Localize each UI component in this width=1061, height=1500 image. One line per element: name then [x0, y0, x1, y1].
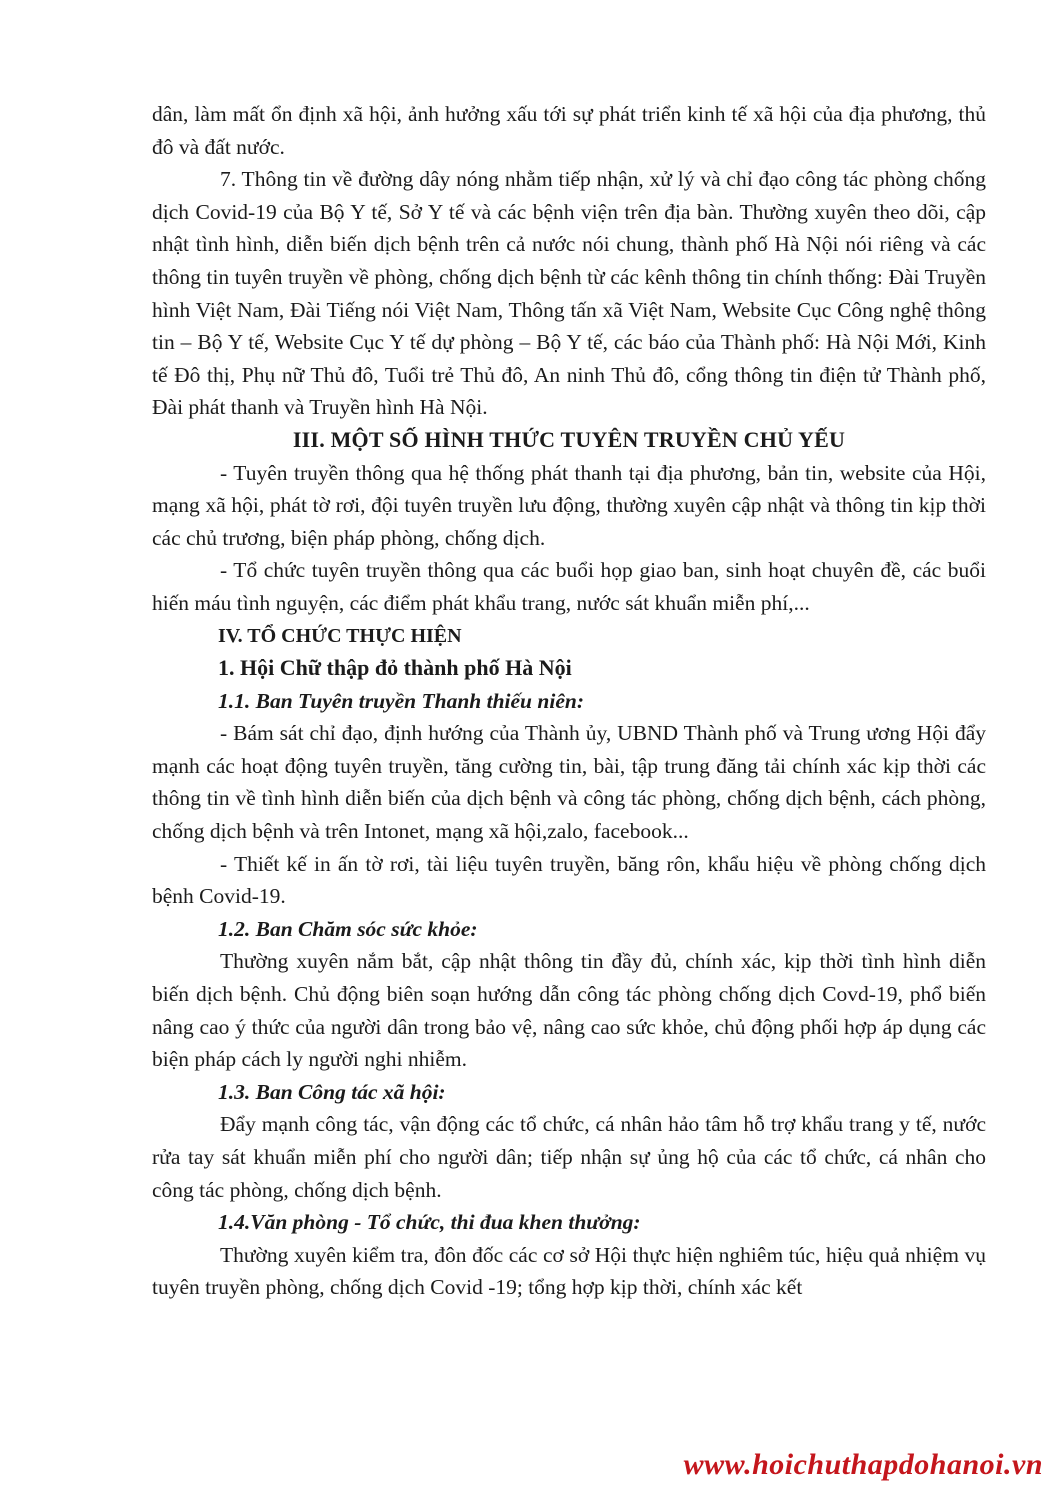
- heading-1-3: 1.3. Ban Công tác xã hội:: [218, 1079, 446, 1104]
- heading-1-2: 1.2. Ban Chăm sóc sức khỏe:: [218, 916, 478, 941]
- paragraph-broadcast: - Tuyên truyền thông qua hệ thống phát thanh tại địa phương, bản tin, website của Hội, mạng xã hội, phát tờ rơi, đội tuyên truyền lưu động, thường xuyên cập nhật và thông tin kịp thời các chủ trương, biện pháp phòng, chống dịch.: [152, 460, 986, 550]
- paragraph-1-2: Thường xuyên nắm bắt, cập nhật thông tin đầy đủ, chính xác, kịp thời tình hình diễn biến dịch bệnh. Chủ động biên soạn hướng dẫn công tác phòng chống dịch Covd-19, phổ biến nâng cao ý thức của người dân trong bảo vệ, nâng cao sức khỏe, chủ động phối hợp áp dụng các biện pháp cách ly người nghi nhiễm.: [152, 949, 986, 1072]
- paragraph-1-1-a: - Bám sát chỉ đạo, định hướng của Thành ủy, UBND Thành phố và Trung ương Hội đẩy mạnh các hoạt động tuyên truyền, tăng cường tin, bài, tập trung đăng tải chính xác kịp thời các thông tin về tình hình diễn biến của dịch bệnh và công tác phòng, chống dịch bệnh, cách phòng, chống dịch bệnh và trên Intonet, mạng xã hội,zalo, facebook...: [152, 721, 986, 844]
- watermark-website: www.hoichuthapdohanoi.vn: [683, 1448, 1043, 1481]
- paragraph-continuation: dân, làm mất ổn định xã hội, ảnh hưởng xấu tới sự phát triển kinh tế xã hội của địa phương, thủ đô và đất nước.: [152, 102, 986, 159]
- paragraph-1-3: Đẩy mạnh công tác, vận động các tổ chức, cá nhân hảo tâm hỗ trợ khẩu trang y tế, nước rửa tay sát khuẩn miễn phí cho người dân; tiếp nhận sự ủng hộ của các tổ chức, cá nhân cho công tác phòng, chống dịch bệnh.: [152, 1112, 986, 1202]
- heading-section-iv: IV. TỔ CHỨC THỰC HIỆN: [218, 624, 462, 647]
- heading-section-iii: III. MỘT SỐ HÌNH THỨC TUYÊN TRUYỀN CHỦ YẾU: [292, 426, 846, 452]
- paragraph-meetings: - Tổ chức tuyên truyền thông qua các buổi họp giao ban, sinh hoạt chuyên đề, các buổi hiến máu tình nguyện, các điểm phát khẩu trang, nước sát khuẩn miễn phí,...: [152, 558, 986, 615]
- paragraph-1-4: Thường xuyên kiểm tra, đôn đốc các cơ sở Hội thực hiện nghiêm túc, hiệu quả nhiệm vụ tuyên truyền phòng, chống dịch Covid -19; tổng hợp kịp thời, chính xác kết: [152, 1242, 986, 1300]
- heading-1-1: 1.1. Ban Tuyên truyền Thanh thiếu niên:: [218, 688, 584, 713]
- paragraph-hotline: 7. Thông tin về đường dây nóng nhằm tiếp nhận, xử lý và chỉ đạo công tác phòng chống dịch Covid-19 của Bộ Y tế, Sở Y tế và các bệnh viện trên địa bàn. Thường xuyên theo dõi, cập nhật tình hình, diễn biến dịch bệnh trên cả nước nói chung, thành phố Hà Nội nói riêng và các thông tin tuyên truyền về phòng, chống dịch bệnh từ các kênh thông tin chính thống: Đài Truyền hình Việt Nam, Đài Tiếng nói Việt Nam, Thông tấn xã Việt Nam, Website Cục Công nghệ thông tin – Bộ Y tế, Website Cục Y tế dự phòng – Bộ Y tế, các báo của Thành phố: Hà Nội Mới, Kinh tế Đô thị, Phụ nữ Thủ đô, Tuổi trẻ Thủ đô, An ninh Thủ đô, cổng thông tin điện tử Thành phố, Đài phát thanh và Truyền hình Hà Nội.: [152, 167, 986, 420]
- paragraph-1-1-b: - Thiết kế in ấn tờ rơi, tài liệu tuyên truyền, băng rôn, khẩu hiệu về phòng chống dịch bệnh Covid-19.: [152, 851, 986, 909]
- heading-1-4: 1.4.Văn phòng - Tổ chức, thi đua khen thưởng:: [218, 1210, 641, 1235]
- heading-red-cross-hanoi: 1. Hội Chữ thập đỏ thành phố Hà Nội: [218, 655, 572, 681]
- document-body: [152, 98, 986, 1304]
